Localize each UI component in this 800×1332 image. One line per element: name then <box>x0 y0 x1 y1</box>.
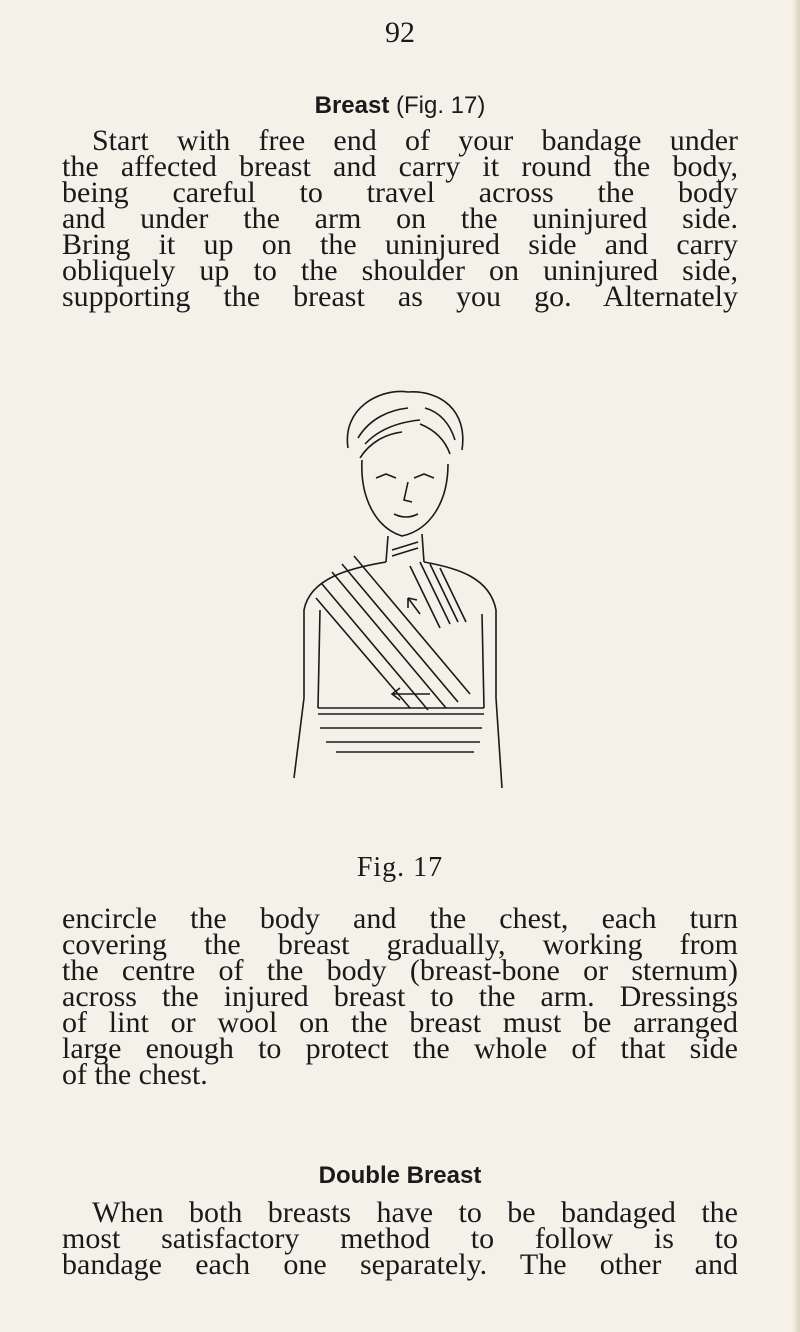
text-line: and under the arm on the uninjured side. <box>62 202 738 235</box>
heading-title: Double Breast <box>318 1162 482 1189</box>
bandage-figure-illustration <box>290 378 520 828</box>
text-line: When both breasts have to be bandaged the <box>92 1196 738 1229</box>
neck <box>386 534 424 562</box>
text-line: obliquely up to the shoulder on uninjured side, <box>62 254 738 287</box>
mouth <box>394 514 418 517</box>
text-line: the affected breast and carry it round the body, <box>62 150 738 183</box>
horizontal-bandage-band <box>318 708 484 752</box>
upper-bandage-band <box>410 562 466 628</box>
text-line: Bring it up on the uninjured side and carry <box>62 228 738 261</box>
text-line: bandage each one separately. The other and <box>62 1248 738 1281</box>
neck-lines <box>392 542 418 556</box>
figure-caption: Fig. 17 <box>356 852 444 883</box>
text-line: being careful to travel across the body <box>62 176 738 209</box>
text-line: encircle the body and the chest, each turn <box>62 902 738 935</box>
page-edge <box>792 0 800 1332</box>
text-line: covering the breast gradually, working from <box>62 928 738 961</box>
paragraph-breast-instructions <box>62 124 738 313</box>
nose <box>404 482 412 502</box>
text-line: across the injured breast to the arm. Dressings <box>62 980 738 1013</box>
text-line: supporting the breast as you go. Alternately <box>62 280 738 313</box>
text-line: most satisfactory method to follow is to <box>62 1222 738 1255</box>
hair-strands <box>358 408 455 458</box>
section-heading-breast <box>0 92 800 120</box>
heading-figure-ref: (Fig. 17) <box>396 92 486 119</box>
eyes <box>376 474 434 478</box>
section-heading-double-breast <box>0 1162 800 1190</box>
text-line: of lint or wool on the breast must be arranged <box>62 1006 738 1039</box>
oblique-bandage-band <box>316 556 470 710</box>
heading-title: Breast <box>314 92 390 119</box>
small-arrow <box>408 598 420 614</box>
text-line: the centre of the body (breast-bone or sternum) <box>62 954 738 987</box>
text-line: large enough to protect the whole of that side <box>62 1032 738 1065</box>
text-line: Start with free end of your bandage under <box>92 124 738 157</box>
left-shoulder-arm <box>294 562 386 778</box>
paragraph-continuation <box>62 902 738 1091</box>
page-number: 92 <box>385 16 415 49</box>
text-line: of the chest. <box>62 1058 208 1091</box>
paragraph-double-breast <box>62 1196 738 1281</box>
